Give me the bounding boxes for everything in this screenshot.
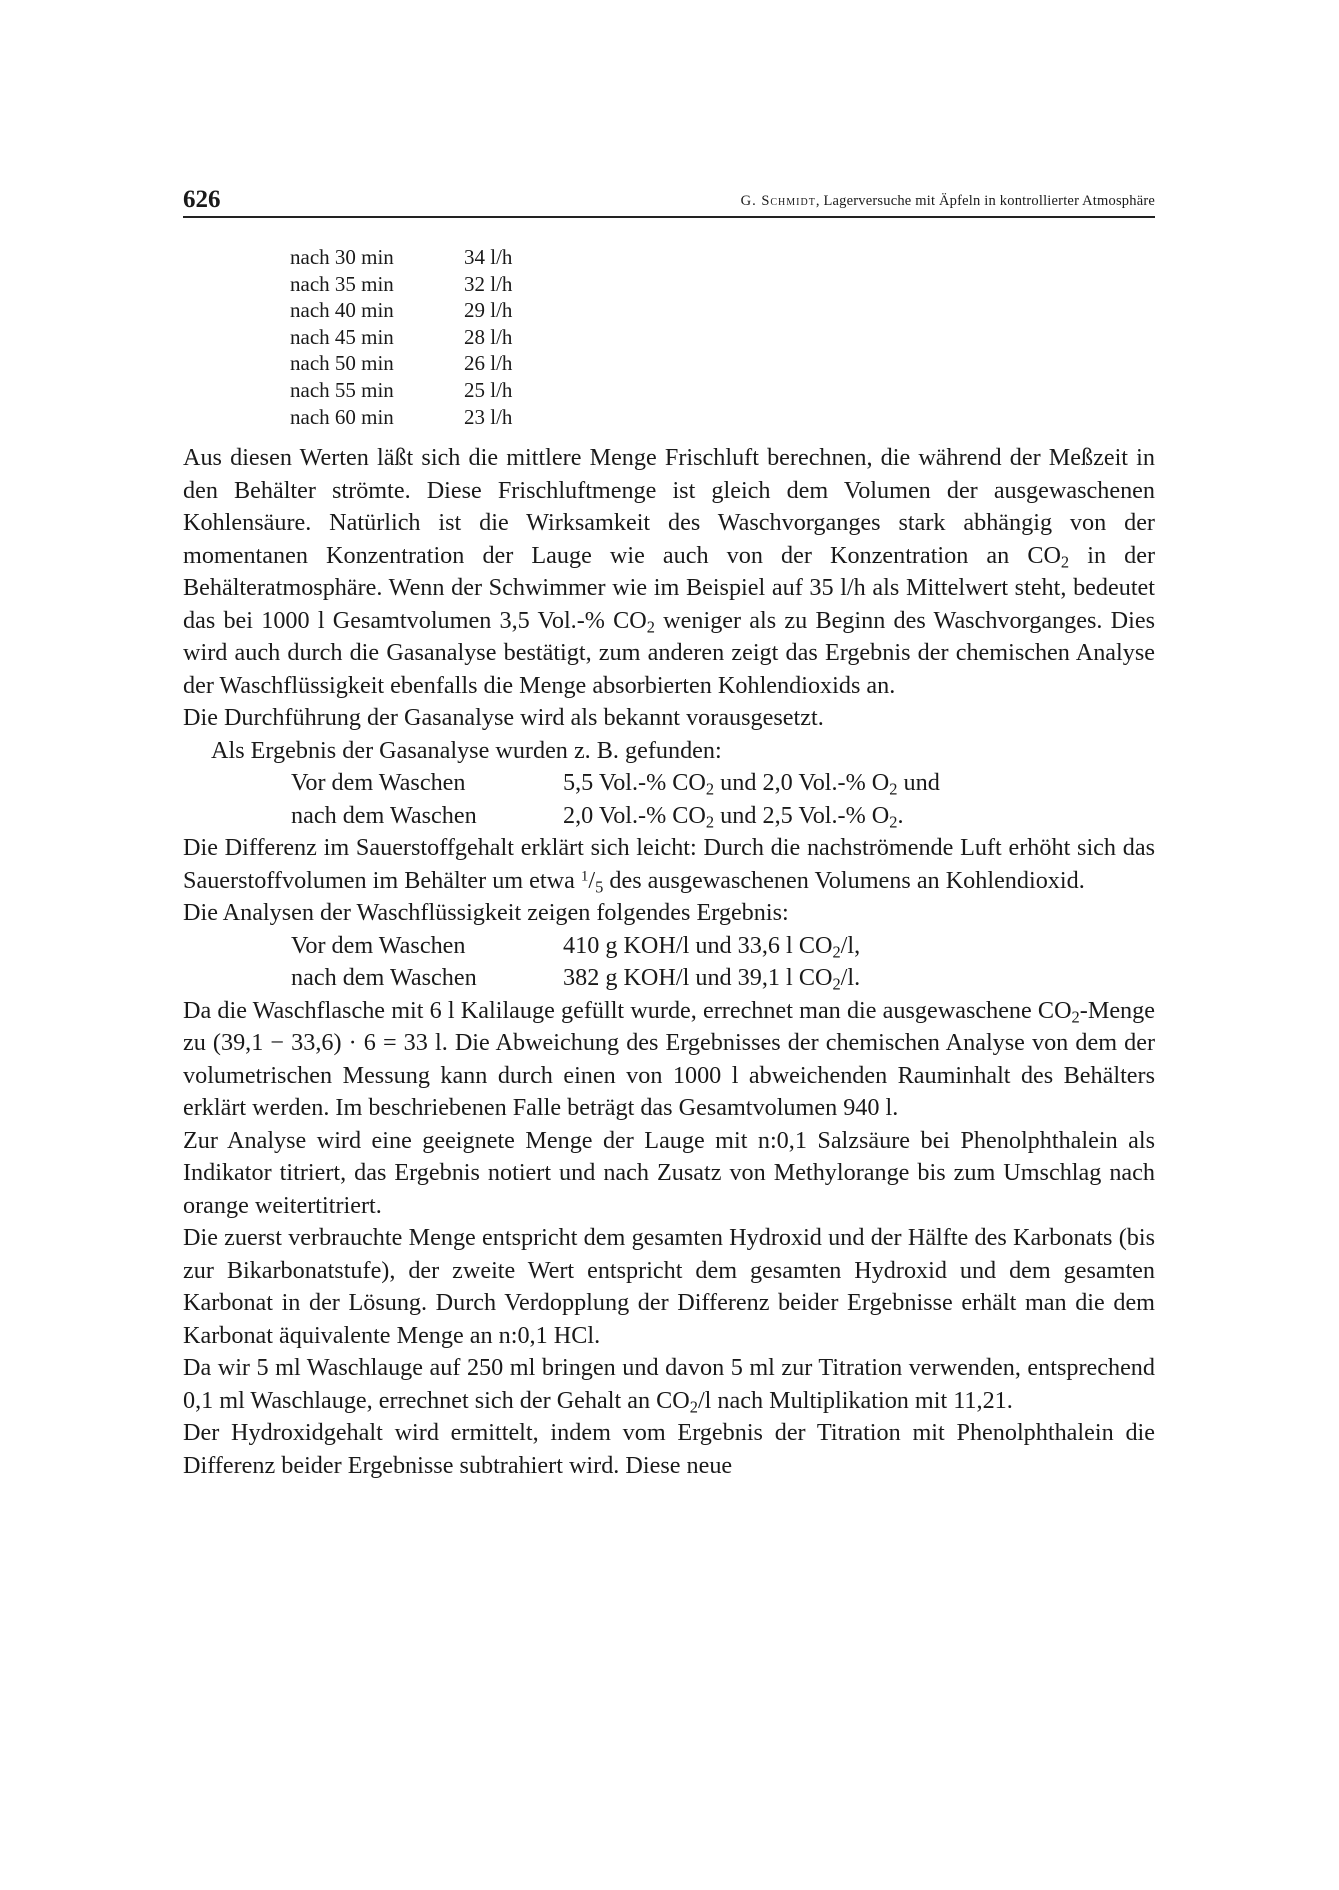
rate-row: nach 50 min 26 l/h	[290, 351, 513, 376]
paragraph: Die Analysen der Waschflüssigkeit zeigen folgendes Ergebnis:	[183, 899, 789, 926]
paragraph: Da die Waschflasche mit 6 l Kalilauge gefüllt wurde, errechnet man die ausgewaschene $CO_2$-Menge zu (39,1 − 33,6) · 6 = 33 l. Die Abweichung des Ergebnisses der chemischen Analyse von dem der volumetrischen Messung kann durch einen von 1000 l abweichenden Rauminhalt des Behälters erklärt werden. Im beschriebenen Falle beträgt das Gesamtvolumen 940 l.	[183, 996, 1155, 1121]
author-name: G. Schmidt	[740, 193, 816, 209]
page-number: 626	[183, 186, 221, 213]
flow-rate-list	[290, 244, 512, 430]
paragraph: Der Hydroxidgehalt wird ermittelt, indem vom Ergebnis der Titration mit Phenolphthalein die Differenz beider Ergebnisse subtrahiert wird. Diese neue	[183, 1419, 1155, 1479]
paragraph: Die zuerst verbrauchte Menge entspricht dem gesamten Hydroxid und der Hälfte des Karbonats (bis zur Bikarbonatstufe), der zweite Wert entspricht dem gesamten Hydroxid und dem gesamten Karbonat in der Lösung. Durch Verdopplung der Differenz beider Ergebnisse erhält man die dem Karbonat äquivalente Menge an n:0,1 HCl.	[183, 1224, 1155, 1349]
paragraph: Aus diesen Werten läßt sich die mittlere Menge Frischluft berechnen, die während der Meßzeit in den Behälter strömte. Diese Frischluftmenge ist gleich dem Volumen der ausgewaschenen Kohlensäure. Natürlich ist die Wirksamkeit des Waschvorganges stark abhängig von der momentanen Konzentration der Lauge wie auch von der Konzentration an $CO_2$ in der Behälteratmosphäre. Wenn der Schwimmer wie im Beispiel auf 35 l/h als Mittelwert steht, bedeutet das bei 1000 l Gesamtvolumen 3,5 Vol.-% $CO_2$ weniger als zu Beginn des Waschvorganges. Dies wird auch durch die Gasanalyse bestätigt, zum anderen zeigt das Ergebnis der chemischen Analyse der Waschflüssigkeit ebenfalls die Menge absorbierten Kohlendioxids an.	[183, 444, 1155, 699]
rate-row: nach 55 min 25 l/h	[290, 377, 513, 402]
rate-row: nach 30 min 34 l/h	[290, 245, 513, 269]
paragraph: Als Ergebnis der Gasanalyse wurden z. B. gefunden:	[211, 736, 722, 764]
paragraph: Zur Analyse wird eine geeignete Menge der Lauge mit n:0,1 Salzsäure bei Phenolphthalein als Indikator titriert, das Ergebnis notiert und nach Zusatz von Methylorange bis zum Umschlag nach orange weitertitriert.	[183, 1126, 1155, 1219]
body-text	[183, 442, 1155, 1482]
running-title	[741, 193, 1155, 210]
rate-row: nach 35 min 32 l/h	[290, 271, 513, 296]
liquid-result-after: nach dem Waschen 382 g KOH/l und 39,1 l $CO_2/l$.	[291, 964, 861, 994]
liquid-result-before: Vor dem Waschen 410 g KOH/l und 33,6 l $CO_2/l$,	[291, 931, 861, 962]
paragraph: Die Differenz im Sauerstoffgehalt erklärt sich leicht: Durch die nachströmende Luft erhöht sich das Sauerstoffvolumen im Behälter um etwa $^1/_5$ des ausgewaschenen Volumens an Kohlendioxid.	[183, 834, 1155, 897]
rate-row: nach 40 min 29 l/h	[290, 298, 513, 323]
gas-result-before: Vor dem Waschen 5,5 Vol.-% $CO_2$ und 2,0 Vol.-% $O_2$ und	[291, 769, 940, 799]
paragraph: Da wir 5 ml Waschlauge auf 250 ml bringen und davon 5 ml zur Titration verwenden, entsprechend 0,1 ml Waschlauge, errechnet sich der Gehalt an $CO_2/l$ nach Multiplikation mit 11,21.	[183, 1354, 1155, 1417]
rate-row: nach 60 min 23 l/h	[290, 404, 513, 429]
article-title: , Lagerversuche mit Äpfeln in kontrollierter Atmosphäre	[815, 193, 1155, 209]
rate-row: nach 45 min 28 l/h	[290, 324, 513, 349]
paragraph: Die Durchführung der Gasanalyse wird als bekannt vorausgesetzt.	[183, 704, 824, 731]
running-header	[183, 182, 1155, 218]
gas-result-after: nach dem Waschen 2,0 Vol.-% $CO_2$ und 2,5 Vol.-% $O_2$.	[291, 801, 904, 832]
